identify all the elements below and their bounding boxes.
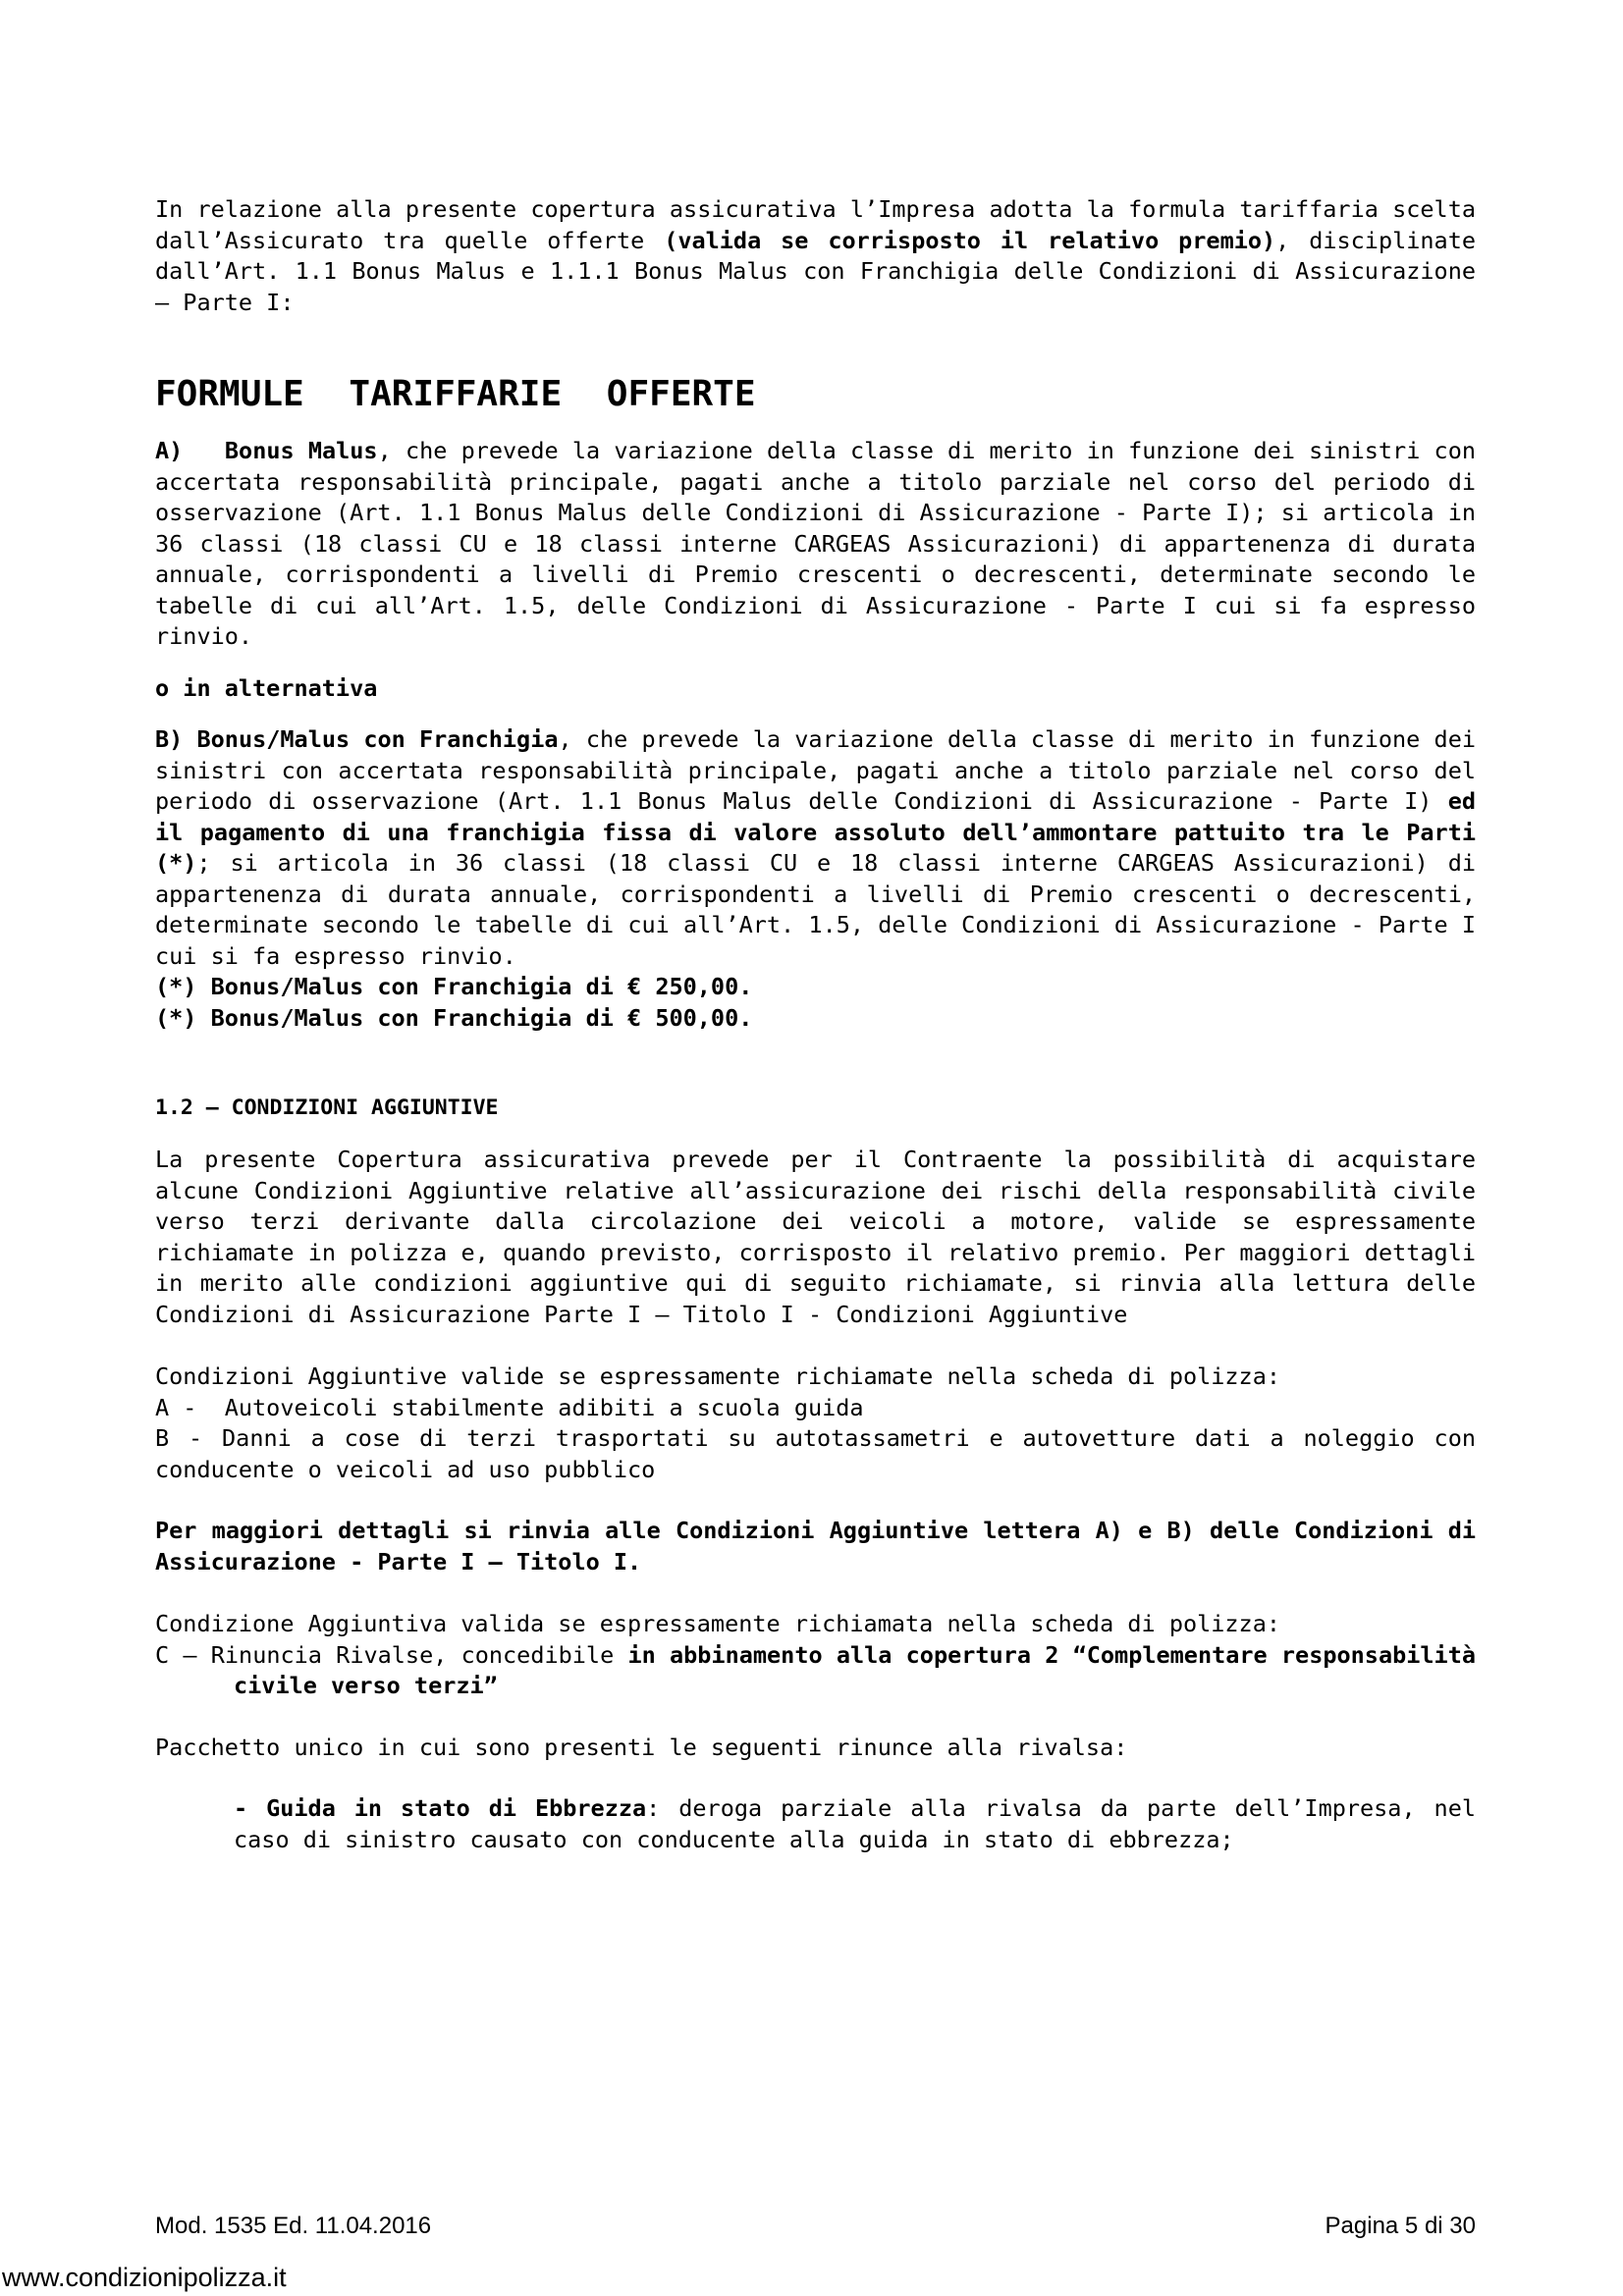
footer-website-link[interactable]: www.condizionipolizza.it [2, 2263, 287, 2292]
section-1-2-heading: 1.2 – CONDIZIONI AGGIUNTIVE [155, 1095, 499, 1120]
pacchetto-paragraph: Pacchetto unico in cui sono presenti le seguenti rinunce alla rivalsa: [155, 1733, 1128, 1761]
formula-b-paragraph: B) Bonus/Malus con Franchigia, che prevede la variazione della classe di merito in funzione dei sinistri con accertata responsabilità principale, pagati anche a titolo parziale nel corso del periodo di osservazione (Art. 1.1 Bonus Malus delle Condizioni di Assicurazione - Parte I) ed il pagamento di una franchigia fissa di valore assoluto dell’ammontare pattuito tra le Parti (*); si articola in 36 classi (18 classi CU e 18 classi interne CARGEAS Assicurazioni) di appartenenza di durata annuale, corrispondenti a livelli di Premio crescenti o decrescenti, determinate secondo le tabelle di cui all’Art. 1.5, delle Condizioni di Assicurazione - Parte I cui si fa espresso rinvio. [155, 725, 1476, 970]
condizione-a: A - Autoveicoli stabilmente adibiti a scuola guida [155, 1393, 864, 1421]
formula-a-paragraph: A) Bonus Malus, che prevede la variazione della classe di merito in funzione dei sinistri con accertata responsabilità principale, pagati anche a titolo parziale nel corso del periodo di osservazione (Art. 1.1 Bonus Malus delle Condizioni di Assicurazione - Parte I); si articola in 36 classi (18 classi CU e 18 classi interne CARGEAS Assicurazioni) di appartenenza di durata annuale, corrispondenti a livelli di Premio crescenti o decrescenti, determinate secondo le tabelle di cui all’Art. 1.5, delle Condizioni di Assicurazione - Parte I cui si fa espresso rinvio. [155, 437, 1476, 650]
franchigia-500: (*) Bonus/Malus con Franchigia di € 500,00. [155, 1003, 753, 1032]
formula-b-bold: ed il pagamento di una franchigia fissa di valore assoluto dell’ammontare pattuito tra le Parti (*) [155, 787, 1476, 877]
guida-ebbrezza-label: - Guida in stato di Ebbrezza [234, 1794, 647, 1822]
intro-bold: (valida se corrisposto il relativo premio) [664, 226, 1276, 254]
footer-page-number: Pagina 5 di 30 [1325, 2213, 1476, 2239]
intro-paragraph: In relazione alla presente copertura assicurativa l’Impresa adotta la formula tariffaria scelta dall’Assicurato tra quelle offerte (valida se corrisposto il relativo premio), disciplinate dall’Art. 1.1 Bonus Malus e 1.1.1 Bonus Malus con Franchigia delle Condizioni di Assicurazione – Parte I: [155, 195, 1476, 316]
franchigia-250: (*) Bonus/Malus con Franchigia di € 250,00. [155, 973, 753, 1000]
formula-a-label: A) Bonus Malus [155, 437, 378, 464]
alternativa-label: o in alternativa [155, 673, 378, 702]
footer-model: Mod. 1535 Ed. 11.04.2016 [155, 2213, 432, 2239]
condizione-c: C – Rinuncia Rivalse, concedibile in abbinamento alla copertura 2 “Complementare responsabilità civile verso terzi” [155, 1640, 1476, 1699]
guida-ebbrezza-paragraph: - Guida in stato di Ebbrezza: deroga parziale alla rivalsa da parte dell’Impresa, nel caso di sinistro causato con conducente alla guida in stato di ebbrezza; [234, 1794, 1476, 1853]
rinvio-bold-paragraph: Per maggiori dettagli si rinvia alle Condizioni Aggiuntive lettera A) e B) delle Condizioni di Assicurazione - Parte I – Titolo I. [155, 1517, 1476, 1575]
condizione-c-bold: in abbinamento alla copertura 2 “Complementare responsabilità civile verso terzi” [234, 1640, 1476, 1699]
condizioni-valide: Condizioni Aggiuntive valide se espressamente richiamate nella scheda di polizza: [155, 1362, 1281, 1390]
formula-b-label: B) Bonus/Malus con Franchigia [155, 725, 559, 753]
document-body [155, 194, 1476, 1855]
condizione-b: B - Danni a cose di terzi trasportati su autotassametri e autovetture dati a noleggio con conducente o veicoli ad uso pubblico [155, 1424, 1476, 1483]
condizione-c-intro: Condizione Aggiuntiva valida se espressamente richiamata nella scheda di polizza: [155, 1610, 1281, 1637]
condizioni-intro: La presente Copertura assicurativa prevede per il Contraente la possibilità di acquistare alcune Condizioni Aggiuntive relative all’assicurazione dei rischi della responsabilità civile verso terzi derivante dalla circolazione dei veicoli a motore, valide se espressamente richiamate in polizza e, quando previsto, corrisposto il relativo premio. Per maggiori dettagli in merito alle condizioni aggiuntive qui di seguito richiamate, si rinvia alla lettura delle Condizioni di Assicurazione Parte I – Titolo I - Condizioni Aggiuntive [155, 1146, 1476, 1328]
section-heading: FORMULE TARIFFARIE OFFERTE [155, 374, 756, 414]
